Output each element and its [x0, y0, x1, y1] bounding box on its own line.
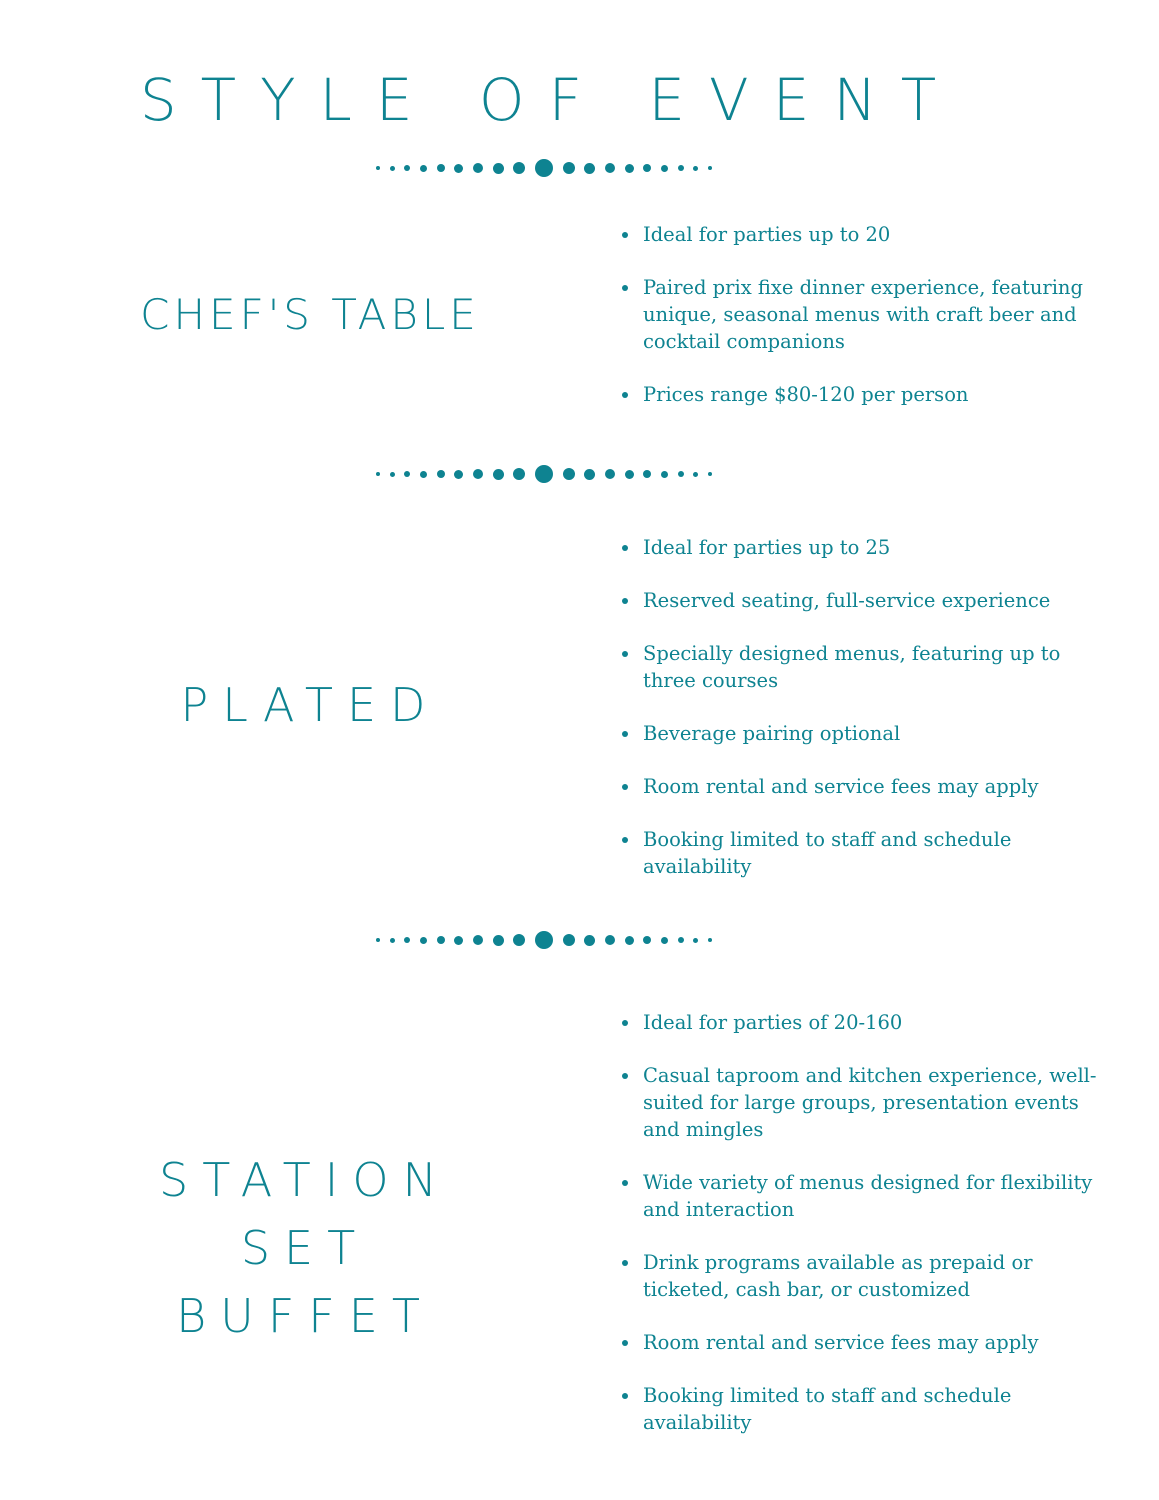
divider-dot [493, 935, 504, 946]
divider-dot [563, 468, 575, 480]
divider-dot [708, 472, 712, 476]
list-item: Ideal for parties of 20-160 [620, 1009, 1100, 1036]
section-title-chefs-table: CHEF'S TABLE [140, 290, 480, 339]
divider-dot [437, 164, 445, 172]
divider-dot [693, 166, 698, 171]
divider-dot [605, 469, 615, 479]
list-item: Specially designed menus, featuring up to three courses [620, 640, 1100, 694]
divider-dot [693, 472, 698, 477]
divider-dot [420, 937, 427, 944]
bullet-list-chefs-table [620, 221, 1100, 434]
divider-dot [404, 937, 410, 943]
section-title-station-set-buffet: STATION SET BUFFET [159, 1153, 451, 1343]
dotted-divider [376, 930, 712, 950]
divider-dot [454, 470, 463, 479]
divider-dot [473, 469, 483, 479]
divider-dot [584, 935, 595, 946]
divider-dot [605, 163, 615, 173]
list-item: Casual taproom and kitchen experience, well-suited for large groups, presentation events and mingles [620, 1062, 1100, 1143]
section-title-plated: PLATED [180, 678, 440, 732]
divider-dot [513, 162, 525, 174]
list-item: Drink programs available as prepaid or ticketed, cash bar, or customized [620, 1249, 1100, 1303]
divider-dot [437, 936, 445, 944]
list-item: Wide variety of menus designed for flexibility and interaction [620, 1169, 1100, 1223]
divider-dot [404, 471, 410, 477]
divider-dot [473, 163, 483, 173]
divider-dot [708, 938, 712, 942]
divider-dot [376, 472, 380, 476]
divider-dot [643, 470, 651, 478]
divider-dot [420, 471, 427, 478]
divider-dot [376, 938, 380, 942]
divider-dot [678, 471, 684, 477]
divider-dot [625, 470, 634, 479]
divider-dot [661, 937, 668, 944]
list-item: Ideal for parties up to 25 [620, 534, 1100, 561]
dotted-divider [376, 464, 712, 484]
divider-dot [376, 166, 380, 170]
list-item: Room rental and service fees may apply [620, 773, 1100, 800]
divider-dot [535, 159, 553, 177]
divider-dot [420, 165, 427, 172]
divider-dot [643, 164, 651, 172]
divider-dot [708, 166, 712, 170]
divider-dot [404, 165, 410, 171]
divider-dot [390, 166, 395, 171]
divider-dot [563, 162, 575, 174]
divider-dot [661, 165, 668, 172]
dotted-divider [376, 158, 712, 178]
list-item: Prices range $80-120 per person [620, 381, 1100, 408]
bullet-list-plated [620, 534, 1100, 906]
divider-dot [513, 468, 525, 480]
divider-dot [513, 934, 525, 946]
divider-dot [678, 937, 684, 943]
divider-dot [625, 164, 634, 173]
list-item: Paired prix fixe dinner experience, featuring unique, seasonal menus with craft beer and cocktail companions [620, 274, 1100, 355]
page-title: STYLE OF EVENT [139, 66, 961, 134]
list-item: Booking limited to staff and schedule availability [620, 1382, 1100, 1436]
divider-dot [493, 469, 504, 480]
divider-dot [535, 465, 553, 483]
divider-dot [625, 936, 634, 945]
list-item: Reserved seating, full-service experience [620, 587, 1100, 614]
list-item: Beverage pairing optional [620, 720, 1100, 747]
divider-dot [493, 163, 504, 174]
divider-dot [661, 471, 668, 478]
divider-dot [605, 935, 615, 945]
divider-dot [678, 165, 684, 171]
divider-dot [473, 935, 483, 945]
divider-dot [563, 934, 575, 946]
divider-dot [584, 163, 595, 174]
list-item: Ideal for parties up to 20 [620, 221, 1100, 248]
list-item: Booking limited to staff and schedule availability [620, 826, 1100, 880]
list-item: Room rental and service fees may apply [620, 1329, 1100, 1356]
divider-dot [437, 470, 445, 478]
divider-dot [454, 936, 463, 945]
divider-dot [390, 472, 395, 477]
divider-dot [584, 469, 595, 480]
divider-dot [454, 164, 463, 173]
divider-dot [693, 938, 698, 943]
divider-dot [390, 938, 395, 943]
bullet-list-station-set-buffet [620, 1009, 1100, 1462]
divider-dot [643, 936, 651, 944]
divider-dot [535, 931, 553, 949]
